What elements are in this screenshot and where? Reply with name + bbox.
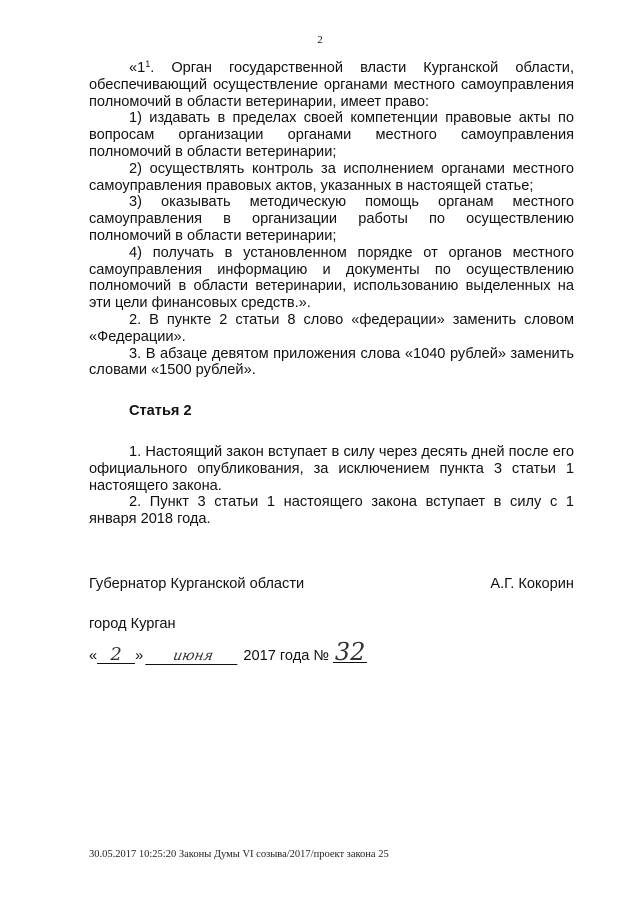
paragraph-item-2: 2) осуществлять контроль за исполнением органами местного самоуправления правовых актов, указанных в настоящей статье;: [89, 160, 574, 194]
article-2-paragraph-1: 1. Настоящий закон вступает в силу через десять дней после его официального опубликования, за исключением пункта 3 статьи 1 настоящего закона.: [89, 443, 574, 494]
article-2-heading: Статья 2: [129, 403, 192, 420]
superscript: 1: [145, 59, 151, 69]
footer-file-path: 30.05.2017 10:25:20 Законы Думы VI созыва/2017/проект закона 25: [89, 849, 389, 860]
paragraph-intro: [89, 56, 574, 110]
signature-row: [89, 576, 574, 592]
date-open-quote: «: [89, 648, 98, 664]
paragraph-item-3: 3) оказывать методическую помощь органам местного самоуправления в организации работы по осуществлению полномочий в области ветеринарии;: [89, 194, 574, 244]
paragraph-point-2: 2. В пункте 2 статьи 8 слово «федерации» заменить словом «Федерации».: [89, 311, 574, 345]
document-body: [89, 56, 574, 528]
handwritten-month: июня: [146, 648, 242, 665]
intro-text: . Орган государственной власти Курганской области, обеспечивающий осуществление органами местного самоуправления полномочий в области ветеринарии, имеет право:: [89, 60, 574, 110]
intro-prefix: «1: [129, 60, 146, 76]
page-number: 2: [317, 34, 323, 46]
article-2-paragraph-2: 2. Пункт 3 статьи 1 настоящего закона вступает в силу с 1 января 2018 года.: [89, 494, 574, 528]
paragraph-item-4: 4) получать в установленном порядке от органов местного самоуправления информацию и документы по осуществлению полномочий в области ветеринарии, использованию выделенных на эти цели финансовых средств.».: [89, 244, 574, 312]
signatory-title: Губернатор Курганской области: [89, 576, 305, 592]
date-year-text: 2017 года №: [243, 648, 330, 664]
signatory-name: А.Г. Кокорин: [490, 576, 574, 592]
date-close-quote: »: [135, 648, 144, 664]
paragraph-item-1: 1) издавать в пределах своей компетенции правовые акты по вопросам организации органами местного самоуправления полномочий в области ветеринарии;: [89, 110, 574, 160]
paragraph-point-3: 3. В абзаце девятом приложения слова «1040 рублей» заменить словами «1500 рублей».: [89, 345, 574, 379]
handwritten-day: 2: [97, 647, 135, 664]
date-line: [89, 638, 367, 666]
handwritten-law-number: 32: [334, 638, 366, 666]
city: город Курган: [89, 616, 176, 632]
